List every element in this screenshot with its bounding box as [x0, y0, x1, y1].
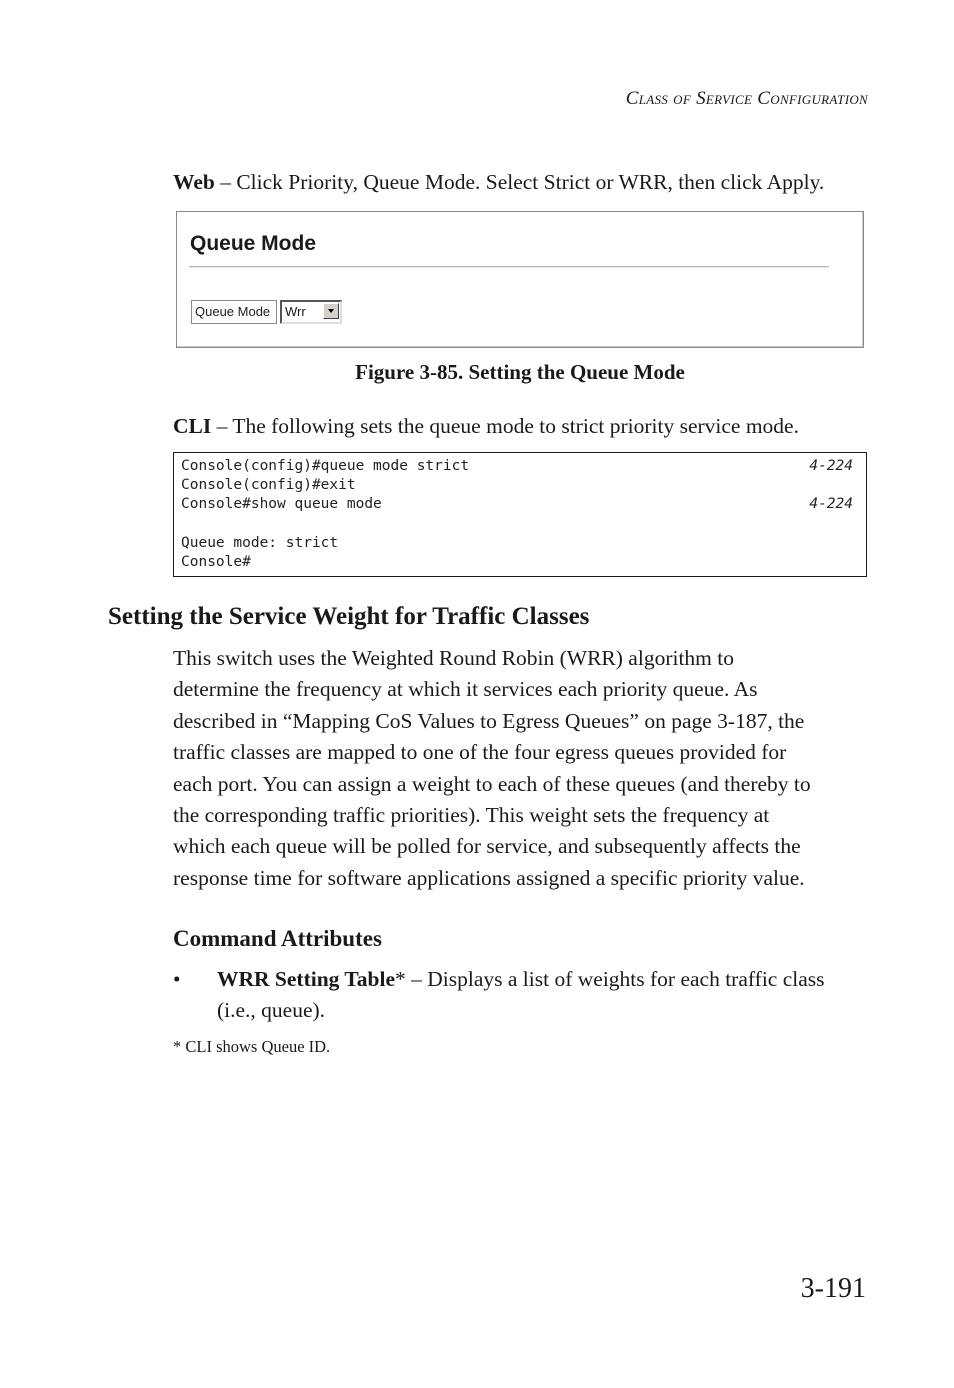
body-line: determine the frequency at which it services each priority queue. As — [173, 677, 758, 702]
footnote: * CLI shows Queue ID. — [173, 1037, 331, 1056]
cli-label: CLI — [173, 414, 212, 438]
panel-title: Queue Mode — [190, 232, 317, 255]
chevron-down-icon[interactable] — [323, 303, 339, 319]
cli-instruction — [173, 411, 873, 442]
web-instruction-text: – Click Priority, Queue Mode. Select Strict or WRR, then click Apply. — [214, 170, 825, 194]
web-label: Web — [173, 170, 215, 194]
body-line: each port. You can assign a weight to each of these queues (and thereby to — [173, 771, 811, 796]
queue-mode-select[interactable] — [280, 300, 342, 324]
body-line: response time for software applications assigned a specific priority value. — [173, 865, 805, 890]
attribute-item — [217, 964, 877, 1027]
queue-mode-value: Wrr — [285, 304, 306, 319]
page-number: 3-191 — [800, 1273, 866, 1304]
section-title: Setting the Service Weight for Traffic Classes — [108, 603, 590, 630]
code-line: Console#show queue mode — [181, 496, 382, 512]
code-line: Queue mode: strict — [181, 535, 339, 551]
body-line: This switch uses the Weighted Round Robin (WRR) algorithm to — [173, 646, 735, 670]
web-instruction — [173, 167, 873, 198]
code-line: Console(config)#queue mode strict — [181, 458, 470, 474]
body-line: which each queue will be polled for service, and subsequently affects the — [173, 834, 801, 859]
section-body — [173, 643, 873, 894]
attribute-desc: * – Displays a list of weights for each traffic class — [395, 967, 825, 991]
running-header: Class of Service Configuration — [625, 88, 868, 109]
code-page-ref: 4-224 — [809, 458, 853, 474]
attribute-term: WRR Setting Table — [217, 967, 396, 991]
panel-divider — [189, 266, 829, 268]
body-line: traffic classes are mapped to one of the four egress queues provided for — [173, 740, 787, 765]
command-attributes-heading: Command Attributes — [173, 926, 382, 951]
queue-mode-screenshot — [176, 211, 864, 348]
body-line: the corresponding traffic priorities). This weight sets the frequency at — [173, 803, 770, 828]
code-page-ref: 4-224 — [809, 496, 853, 512]
bullet-icon: • — [173, 967, 181, 991]
code-block — [173, 452, 867, 577]
cli-instruction-text: – The following sets the queue mode to strict priority service mode. — [211, 414, 799, 438]
code-line: Console# — [181, 554, 251, 570]
code-line: Console(config)#exit — [181, 477, 356, 493]
queue-mode-label: Queue Mode — [191, 300, 277, 324]
attribute-line-1 — [217, 964, 877, 995]
body-line: described in “Mapping CoS Values to Egress Queues” on page 3-187, the — [173, 708, 805, 733]
attribute-line-2: (i.e., queue). — [217, 998, 326, 1023]
figure-caption: Figure 3-85. Setting the Queue Mode — [355, 360, 685, 384]
